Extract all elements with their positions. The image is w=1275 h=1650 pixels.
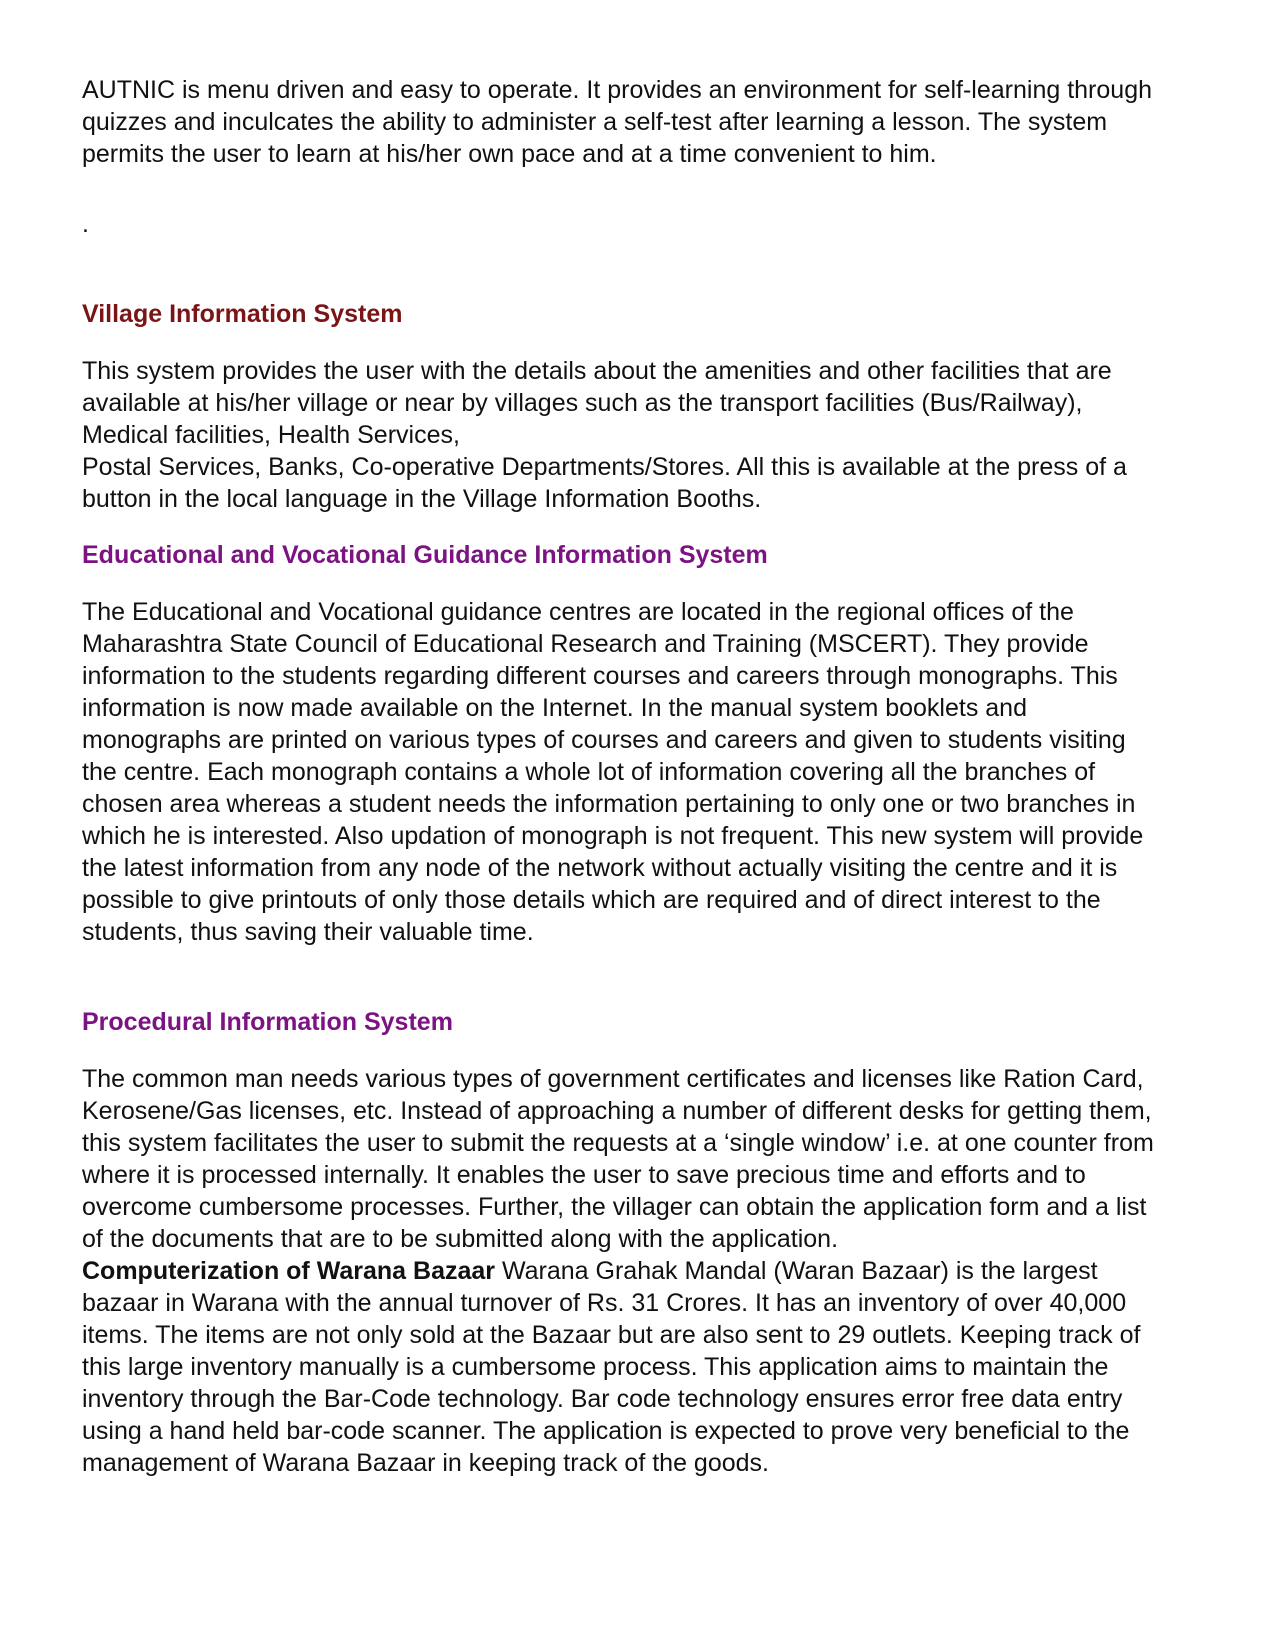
text-line: possible to give printouts of only those details which are required and of direct interest to the bbox=[82, 886, 1101, 914]
educational-paragraph bbox=[82, 596, 1242, 948]
warana-first-line: Warana Grahak Mandal (Waran Bazaar) is the largest bbox=[495, 1257, 1098, 1285]
procedural-heading: Procedural Information System bbox=[82, 1008, 453, 1036]
text-line: Medical facilities, Health Services, bbox=[82, 421, 460, 449]
educational-heading: Educational and Vocational Guidance Information System bbox=[82, 541, 768, 569]
text-line: the centre. Each monograph contains a whole lot of information covering all the branches of bbox=[82, 758, 1096, 786]
text-line: this system facilitates the user to submit the requests at a ‘single window’ i.e. at one counter from bbox=[82, 1129, 1154, 1157]
procedural-paragraph bbox=[82, 1063, 1242, 1255]
warana-heading: Computerization of Warana Bazaar bbox=[82, 1257, 496, 1285]
text-line: The common man needs various types of government certificates and licenses like Ration Card, bbox=[82, 1065, 1144, 1093]
text-line: information to the students regarding different courses and careers through monographs. This bbox=[82, 662, 1118, 690]
warana-paragraph bbox=[82, 1255, 1242, 1479]
text-line: chosen area whereas a student needs the information pertaining to only one or two branches in bbox=[82, 790, 1136, 818]
text-line: this large inventory manually is a cumbersome process. This application aims to maintain the bbox=[82, 1353, 1109, 1381]
text-line: quizzes and inculcates the ability to administer a self-test after learning a lesson. The system bbox=[82, 108, 1108, 136]
intro-paragraph bbox=[82, 74, 1242, 170]
text-line: the latest information from any node of the network without actually visiting the centre and it is bbox=[82, 854, 1118, 882]
text-line: using a hand held bar-code scanner. The application is expected to prove very beneficial to the bbox=[82, 1417, 1130, 1445]
text-line: items. The items are not only sold at the Bazaar but are also sent to 29 outlets. Keeping track of bbox=[82, 1321, 1141, 1349]
text-line: management of Warana Bazaar in keeping track of the goods. bbox=[82, 1449, 769, 1477]
document-page bbox=[82, 74, 1242, 1479]
text-line: where it is processed internally. It enables the user to save precious time and efforts and to bbox=[82, 1161, 1086, 1189]
text-line: bazaar in Warana with the annual turnover of Rs. 31 Crores. It has an inventory of over 40,000 bbox=[82, 1289, 1127, 1317]
text-line: Kerosene/Gas licenses, etc. Instead of approaching a number of different desks for getting them, bbox=[82, 1097, 1152, 1125]
text-line: button in the local language in the Village Information Booths. bbox=[82, 485, 762, 513]
text-line: which he is interested. Also updation of monograph is not frequent. This new system will provide bbox=[82, 822, 1144, 850]
text-line: available at his/her village or near by villages such as the transport facilities (Bus/Railway), bbox=[82, 389, 1083, 417]
text-line: This system provides the user with the details about the amenities and other facilities that are bbox=[82, 357, 1112, 385]
text-line: monographs are printed on various types of courses and careers and given to students visiting bbox=[82, 726, 1126, 754]
text-line: inventory through the Bar-Code technology. Bar code technology ensures error free data entry bbox=[82, 1385, 1123, 1413]
village-heading: Village Information System bbox=[82, 300, 403, 328]
text-line: Maharashtra State Council of Educational Research and Training (MSCERT). They provide bbox=[82, 630, 1089, 658]
text-line: students, thus saving their valuable time. bbox=[82, 918, 534, 946]
text-line bbox=[82, 1255, 1242, 1287]
text-line: The Educational and Vocational guidance centres are located in the regional offices of the bbox=[82, 598, 1074, 626]
text-line: AUTNIC is menu driven and easy to operate. It provides an environment for self-learning through bbox=[82, 76, 1152, 104]
village-paragraph bbox=[82, 355, 1242, 515]
text-line: information is now made available on the Internet. In the manual system booklets and bbox=[82, 694, 1027, 722]
text-line: Postal Services, Banks, Co-operative Departments/Stores. All this is available at the press of a bbox=[82, 453, 1127, 481]
text-line: permits the user to learn at his/her own pace and at a time convenient to him. bbox=[82, 140, 937, 168]
stray-dot: . bbox=[82, 210, 89, 238]
text-line: of the documents that are to be submitted along with the application. bbox=[82, 1225, 839, 1253]
text-line: overcome cumbersome processes. Further, the villager can obtain the application form and a list bbox=[82, 1193, 1147, 1221]
